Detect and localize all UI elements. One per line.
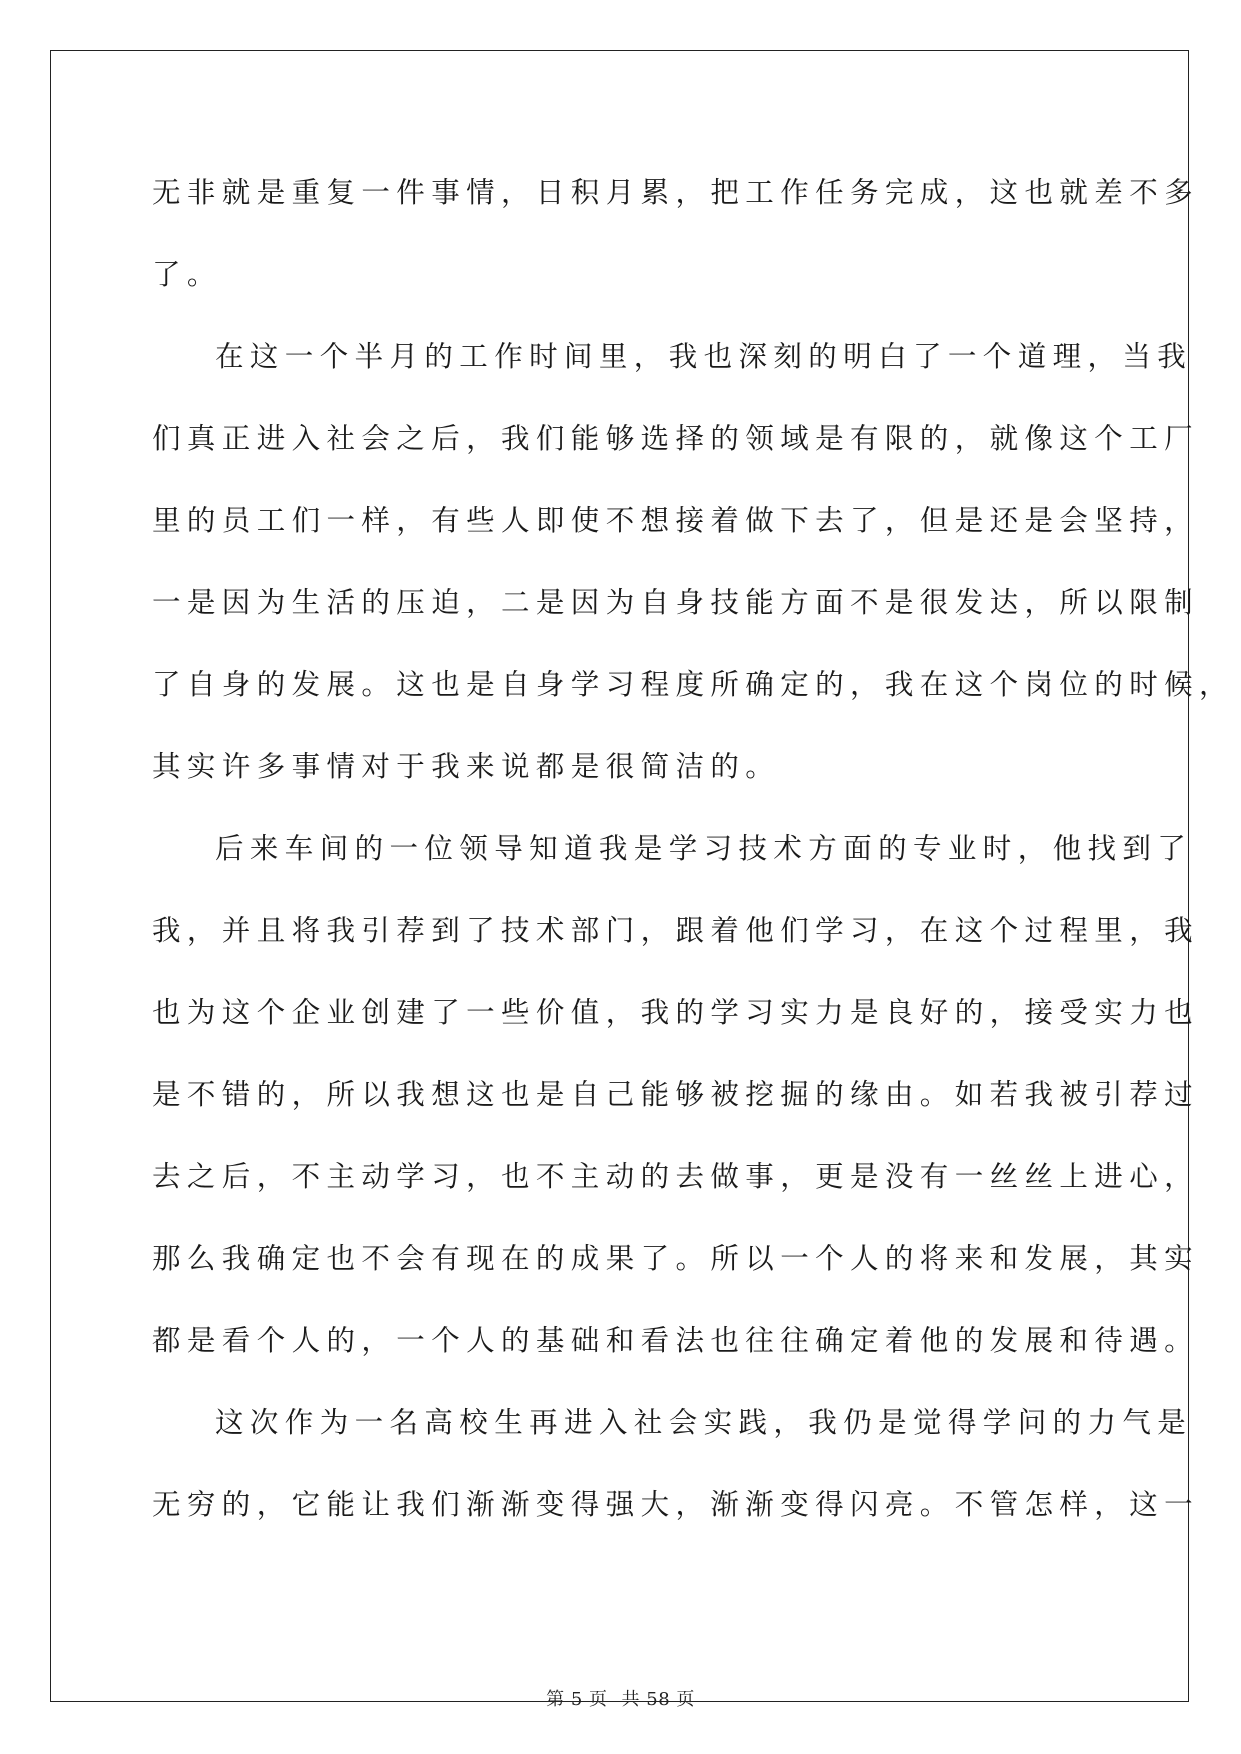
current-page-label: 第 5 页: [546, 1689, 608, 1710]
text-line: 在这一个半月的工作时间里，我也深刻的明白了一个道理，当我: [215, 340, 1193, 373]
text-line: 也为这个企业创建了一些价值，我的学习实力是良好的，接受实力也: [152, 996, 1200, 1029]
text-line: 其实许多事情对于我来说都是很简洁的。: [152, 750, 781, 783]
total-pages-label: 共 58 页: [621, 1689, 695, 1710]
text-line: 我，并且将我引荐到了技术部门，跟着他们学习，在这个过程里，我: [152, 914, 1200, 947]
document-body: [152, 152, 1234, 1546]
text-line: 一是因为生活的压迫，二是因为自身技能方面不是很发达，所以限制: [152, 586, 1200, 619]
text-line: 无非就是重复一件事情，日积月累，把工作任务完成，这也就差不多: [152, 176, 1200, 209]
text-line: 都是看个人的，一个人的基础和看法也往往确定着他的发展和待遇。: [152, 1324, 1200, 1357]
text-line: 去之后，不主动学习，也不主动的去做事，更是没有一丝丝上进心，: [152, 1160, 1200, 1193]
text-line: 后来车间的一位领导知道我是学习技术方面的专业时，他找到了: [215, 832, 1193, 865]
text-line: 了。: [152, 258, 222, 291]
text-line: 是不错的，所以我想这也是自己能够被挖掘的缘由。如若我被引荐过: [152, 1078, 1200, 1111]
text-line: 这次作为一名高校生再进入社会实践，我仍是觉得学问的力气是: [215, 1406, 1193, 1439]
page-footer: [0, 1689, 1241, 1711]
text-line: 里的员工们一样，有些人即使不想接着做下去了，但是还是会坚持，: [152, 504, 1200, 537]
text-line: 了自身的发展。这也是自身学习程度所确定的，我在这个岗位的时候，: [152, 668, 1234, 701]
text-line: 无穷的，它能让我们渐渐变得强大，渐渐变得闪亮。不管怎样，这一: [152, 1488, 1200, 1521]
text-line: 那么我确定也不会有现在的成果了。所以一个人的将来和发展，其实: [152, 1242, 1200, 1275]
text-line: 们真正进入社会之后，我们能够选择的领域是有限的，就像这个工厂: [152, 422, 1200, 455]
